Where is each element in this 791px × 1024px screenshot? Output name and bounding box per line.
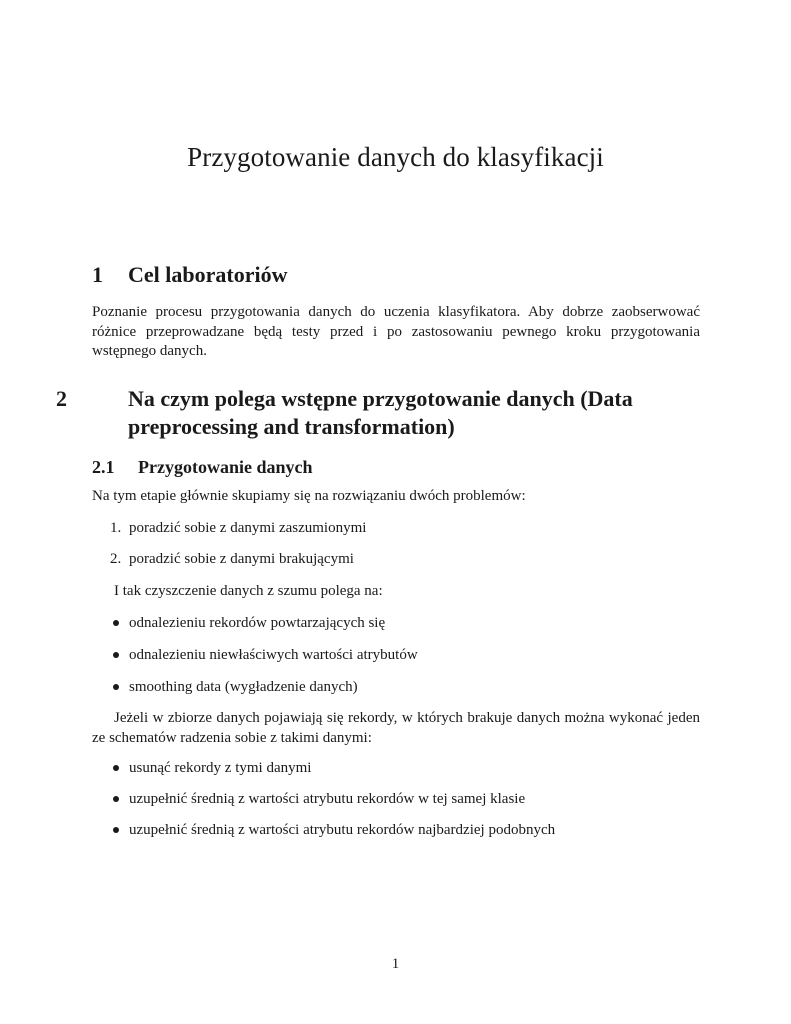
- bullet-icon: [113, 620, 119, 626]
- list-number: 2.: [110, 551, 122, 567]
- subsection-2-1-title: Przygotowanie danych: [138, 457, 313, 477]
- section-2-number: 2: [56, 386, 67, 411]
- bullet-list-item: [110, 821, 555, 840]
- subsection-2-1-number: 2.1: [92, 457, 115, 477]
- subsection-2-1-heading: [92, 456, 313, 478]
- missing-data-intro: Jeżeli w zbiorze danych pojawiają się rekordy, w których brakuje danych można wykonać jeden ze schematów radzenia sobie z takimi danymi:: [92, 710, 700, 746]
- subsection-intro: Na tym etapie głównie skupiamy się na rozwiązaniu dwóch problemów:: [92, 488, 526, 504]
- list-number: 1.: [110, 520, 122, 536]
- bullet-list-item: [110, 646, 418, 665]
- bullet-icon: [113, 765, 119, 771]
- section-1-title: Cel laboratoriów: [128, 262, 288, 287]
- numbered-list-item: [110, 550, 354, 569]
- document-title: Przygotowanie danych do klasyfikacji: [187, 142, 604, 172]
- bullet-list-item: [110, 678, 358, 697]
- bullet-icon: [113, 684, 119, 690]
- bullet-icon: [113, 827, 119, 833]
- list-item-text: uzupełnić średnią z wartości atrybutu rekordów najbardziej podobnych: [129, 822, 556, 838]
- section-1-paragraph: Poznanie procesu przygotowania danych do uczenia klasyfikatora. Aby dobrze zaobserwować różnice przeprowadzane będą testy przed i po zastosowaniu pewnego kroku przygotowania wstępnego danych.: [92, 304, 700, 359]
- section-2-heading: [56, 385, 702, 441]
- list-item-text: uzupełnić średnią z wartości atrybutu rekordów w tej samej klasie: [129, 791, 526, 807]
- bullet-list-item: [110, 759, 311, 778]
- section-2-title: Na czym polega wstępne przygotowanie danych (Data preprocessing and transformation): [128, 386, 633, 439]
- list-item-text: usunąć rekordy z tymi danymi: [129, 760, 312, 776]
- page-number: 1: [391, 956, 400, 972]
- bullet-list-item: [110, 614, 385, 633]
- bullet-icon: [113, 796, 119, 802]
- numbered-list-item: [110, 519, 366, 538]
- list-item-text: poradzić sobie z danymi zaszumionymi: [129, 520, 367, 536]
- noise-intro: I tak czyszczenie danych z szumu polega na:: [114, 583, 383, 599]
- list-item-text: poradzić sobie z danymi brakującymi: [129, 551, 354, 567]
- list-item-text: smoothing data (wygładzenie danych): [129, 679, 358, 695]
- section-1-number: 1: [92, 262, 103, 287]
- bullet-icon: [113, 652, 119, 658]
- list-item-text: odnalezieniu niewłaściwych wartości atrybutów: [129, 647, 418, 663]
- bullet-list-item: [110, 790, 525, 809]
- section-1-heading: [92, 261, 702, 289]
- list-item-text: odnalezieniu rekordów powtarzających się: [129, 615, 386, 631]
